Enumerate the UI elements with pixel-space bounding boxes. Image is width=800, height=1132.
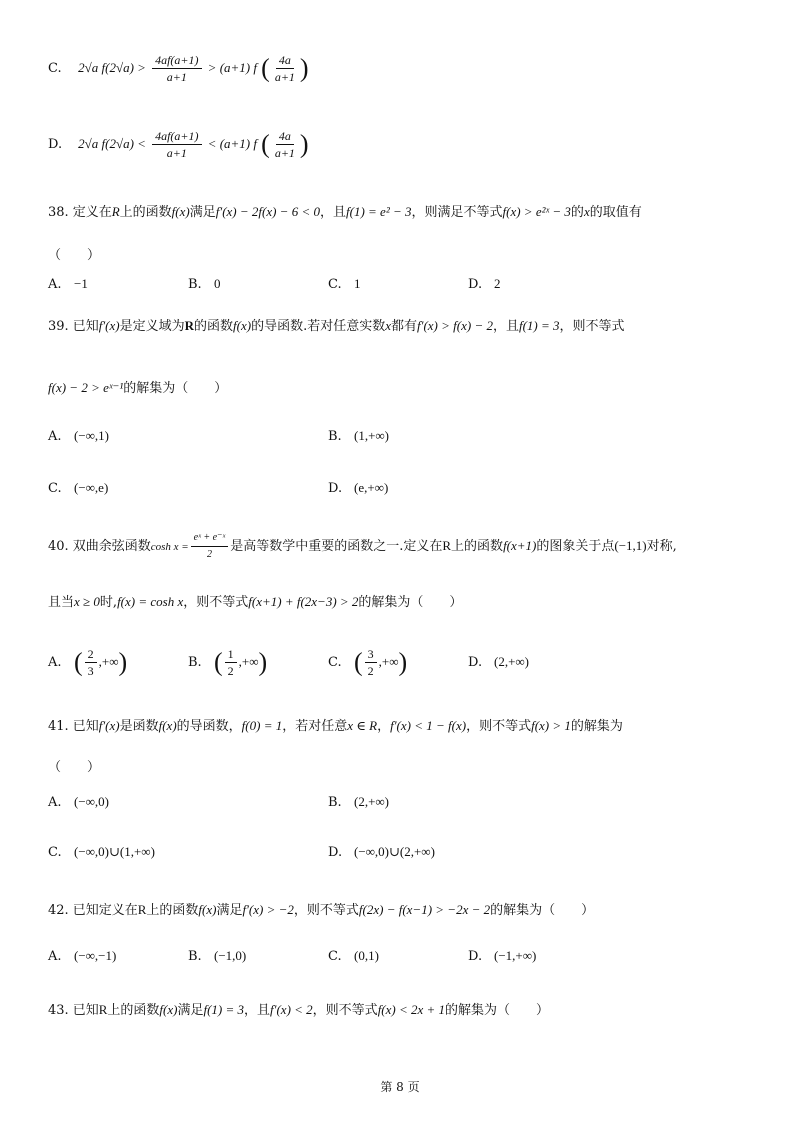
- option-label: B.: [188, 277, 202, 292]
- option-label: C.: [48, 845, 62, 860]
- stem-text: 是函数: [119, 719, 159, 734]
- math-fx1: f(x+1): [503, 538, 537, 553]
- q40-option-c[interactable]: C. ( $\frac{3}{2}$ ,+∞): [328, 647, 408, 678]
- question-number: 39.: [48, 319, 69, 334]
- math-fx: f(x): [158, 718, 177, 733]
- fraction-denominator: 2: [367, 664, 374, 678]
- stem-text: 的解集为（ ）: [123, 381, 228, 396]
- math-condition: x ≥ 0: [74, 594, 100, 609]
- q37-d-fraction: [152, 128, 201, 161]
- option-tail: ,+∞: [98, 654, 119, 669]
- stem-text: ，: [377, 719, 391, 734]
- q40-option-d[interactable]: [468, 652, 529, 673]
- q37-d-expr-b: < (a+1) f: [207, 136, 257, 151]
- stem-text: 都有: [390, 319, 417, 334]
- stem-text: 的取值有: [589, 205, 642, 220]
- math-inequality: f(2x) − f(x−1) > −2x − 2: [358, 902, 491, 917]
- q41-paren: （ ）: [48, 760, 101, 775]
- stem-text: ，若对任意: [282, 719, 348, 734]
- q37-c-inner-fraction: [272, 52, 298, 85]
- option-label: D.: [48, 137, 63, 152]
- fraction-numerator: 3: [365, 646, 377, 663]
- math-f1: f(1) = e² − 3: [346, 204, 412, 219]
- q38-paren: （ ）: [48, 248, 101, 263]
- option-value: (−∞,e): [74, 480, 109, 495]
- math-inequality: f(x+1) + f(2x−3) > 2: [248, 594, 359, 609]
- math-R: R: [111, 204, 120, 219]
- math-fprime: f′(x): [98, 718, 120, 733]
- q42-option-c[interactable]: [328, 946, 379, 967]
- stem-text: 的图象关于点: [536, 539, 615, 554]
- stem-text: ，则不等式: [183, 595, 249, 610]
- q39-option-d[interactable]: [328, 478, 388, 499]
- option-value: (0,1): [354, 948, 379, 963]
- fraction-numerator: 4a: [276, 52, 294, 69]
- q39-stem: [48, 316, 625, 337]
- question-number: 41.: [48, 719, 69, 734]
- stem-text: 是高等数学中重要的函数之一.定义在: [230, 539, 443, 554]
- stem-text: 的导函数，: [176, 719, 242, 734]
- math-x: x: [385, 318, 391, 333]
- math-f1: f(1) = 3: [203, 1002, 244, 1017]
- math-R: R: [442, 538, 452, 553]
- option-tail: ,+∞: [238, 654, 259, 669]
- option-label: B.: [328, 429, 342, 444]
- stem-text: 已知: [72, 719, 99, 734]
- option-value: (−∞,−1): [74, 948, 117, 963]
- math-fx: f(x): [171, 204, 190, 219]
- option-label: C.: [48, 61, 62, 76]
- q42-option-d[interactable]: [468, 946, 536, 967]
- option-tail: ,+∞: [378, 654, 399, 669]
- page-footer: 第 8 页: [380, 1080, 420, 1094]
- stem-text: 满足: [189, 205, 216, 220]
- option-value: (2,+∞): [354, 794, 390, 809]
- question-number: 42.: [48, 903, 69, 918]
- option-value: 2: [494, 276, 501, 291]
- q41-option-a[interactable]: [48, 792, 109, 813]
- option-label: B.: [328, 795, 342, 810]
- option-label: D.: [468, 277, 483, 292]
- math-f0: f(0) = 1: [241, 718, 283, 733]
- stem-text: 满足: [216, 903, 243, 918]
- q40-stem: [48, 530, 677, 563]
- option-label: C.: [328, 655, 342, 670]
- option-fraction: [85, 646, 97, 679]
- q38-stem: [48, 202, 642, 223]
- fraction-numerator: eˣ + e⁻ˣ: [191, 530, 229, 547]
- q38-option-d[interactable]: [468, 274, 501, 295]
- option-label: A.: [48, 949, 62, 964]
- stem-text: 的: [570, 205, 584, 220]
- fraction-numerator: 1: [225, 646, 237, 663]
- math-fx: f(x): [198, 902, 217, 917]
- option-label: D.: [328, 481, 343, 496]
- stem-text: 的导函数.若对任意实数: [251, 319, 386, 334]
- option-value: 0: [214, 276, 221, 291]
- stem-text: 上的函数: [451, 539, 504, 554]
- question-number: 38.: [48, 205, 69, 220]
- option-label: D.: [468, 655, 483, 670]
- option-value: (2,+∞): [494, 654, 530, 669]
- q43-stem: [48, 1000, 549, 1021]
- stem-text: 已知定义在: [72, 903, 138, 918]
- fraction-denominator: a+1: [166, 146, 187, 160]
- q42-option-b[interactable]: [188, 946, 246, 967]
- math-definition: f(x) = cosh x: [117, 594, 184, 609]
- math-condition: f′(x) < 2: [270, 1002, 313, 1017]
- fraction-denominator: 2: [227, 664, 234, 678]
- stem-text: 上的函数: [107, 1003, 160, 1018]
- stem-text: 上的函数: [146, 903, 199, 918]
- math-condition: f′(x) < 1 − f(x): [390, 718, 467, 733]
- q39-option-a[interactable]: [48, 426, 109, 447]
- q42-stem: [48, 900, 594, 921]
- q37-option-d: D. 2√a f(2√a) < $\frac{4af(a+1)}{a+1}$ < (a+1) f ( $\frac{4a}{a+1}$ ): [48, 129, 309, 160]
- stem-text: ，则不等式: [312, 1003, 378, 1018]
- math-fx: f(x): [159, 1002, 178, 1017]
- stem-text: 的函数: [194, 319, 234, 334]
- math-inequality: f(x) > e²ˣ − 3: [502, 204, 571, 219]
- option-label: C.: [328, 277, 342, 292]
- option-value: (−∞,0): [74, 794, 110, 809]
- option-fraction: [225, 646, 237, 679]
- option-label: D.: [328, 845, 343, 860]
- stem-text: ，则不等式: [466, 719, 532, 734]
- option-value: (−1,+∞): [494, 948, 537, 963]
- q39-stem-cont: [48, 378, 227, 399]
- fraction-numerator: 4af(a+1): [152, 128, 201, 145]
- math-fx: f(x): [233, 318, 252, 333]
- q40-option-a[interactable]: A. ( $\frac{2}{3}$ ,+∞): [48, 647, 128, 678]
- math-f1: f(1) = 3: [518, 318, 560, 333]
- math-R: R: [184, 318, 194, 333]
- option-label: A.: [48, 655, 62, 670]
- option-label: A.: [48, 795, 62, 810]
- math-R: R: [98, 1002, 108, 1017]
- option-label: A.: [48, 277, 62, 292]
- q41-stem: [48, 716, 623, 737]
- option-value: (e,+∞): [354, 480, 389, 495]
- option-value: (1,+∞): [354, 428, 390, 443]
- option-value: (−∞,0)∪(2,+∞): [354, 844, 435, 859]
- stem-text: 的解集为（ ）: [445, 1003, 550, 1018]
- option-value: (−∞,0)∪(1,+∞): [74, 844, 155, 859]
- math-cosh-fraction: [191, 530, 229, 563]
- option-value: 1: [354, 276, 361, 291]
- stem-text: 已知: [72, 1003, 99, 1018]
- fraction-numerator: 4af(a+1): [152, 52, 201, 69]
- math-condition: f′(x) > f(x) − 2: [417, 318, 493, 333]
- q37-c-fraction: [152, 52, 201, 85]
- q40-option-b[interactable]: B. ( $\frac{1}{2}$ ,+∞): [188, 647, 268, 678]
- fraction-denominator: 2: [206, 549, 212, 560]
- stem-text: 对称,: [646, 539, 677, 554]
- option-value: (−1,0): [214, 948, 247, 963]
- q38-option-c[interactable]: [328, 274, 361, 295]
- math-condition: f′(x) − 2f(x) − 6 < 0: [215, 204, 320, 219]
- option-label: C.: [328, 949, 342, 964]
- stem-text: 已知: [72, 319, 99, 334]
- fraction-denominator: a+1: [274, 146, 295, 160]
- stem-text: 的解集为（ ）: [358, 595, 463, 610]
- option-label: A.: [48, 429, 62, 444]
- stem-text: ，则不等式: [293, 903, 359, 918]
- math-R: R: [137, 902, 147, 917]
- stem-text: 的解集为（ ）: [490, 903, 595, 918]
- stem-text: 上的函数: [119, 205, 172, 220]
- stem-text: 满足: [177, 1003, 204, 1018]
- stem-text: 是定义域为: [119, 319, 185, 334]
- fraction-numerator: 2: [85, 646, 97, 663]
- stem-text: ，且: [244, 1003, 271, 1018]
- q37-c-expr-b: > (a+1) f: [207, 60, 257, 75]
- math-cosh: cosh x =: [150, 541, 189, 553]
- q37-option-c: C. 2√a f(2√a) > $\frac{4af(a+1)}{a+1}$ > (a+1) f ( $\frac{4a}{a+1}$ ): [48, 53, 309, 84]
- fraction-denominator: 3: [87, 664, 94, 678]
- stem-text: 且当: [48, 595, 75, 610]
- option-label: C.: [48, 481, 62, 496]
- q37-d-inner-fraction: [272, 128, 298, 161]
- q37-c-expr-a: 2√a f(2√a) >: [78, 60, 146, 75]
- stem-text: ，则满足不等式: [411, 205, 503, 220]
- option-label: B.: [188, 655, 202, 670]
- math-inequality: f(x) < 2x + 1: [377, 1002, 446, 1017]
- fraction-denominator: a+1: [274, 70, 295, 84]
- math-inequality: f(x) > 1: [531, 718, 571, 733]
- option-value: (−∞,1): [74, 428, 110, 443]
- q41-option-d[interactable]: [328, 842, 435, 863]
- q37-d-expr-a: 2√a f(2√a) <: [78, 136, 146, 151]
- question-number: 43.: [48, 1003, 69, 1018]
- math-x-in-R: x ∈ R: [347, 718, 378, 733]
- q40-stem-cont: [48, 592, 462, 613]
- stem-text: ，且: [319, 205, 346, 220]
- q38-option-b[interactable]: [188, 274, 221, 295]
- math-condition: f′(x) > −2: [242, 902, 294, 917]
- fraction-denominator: a+1: [166, 70, 187, 84]
- option-value: −1: [74, 276, 88, 291]
- stem-text: 定义在: [72, 205, 112, 220]
- stem-text: ，则不等式: [559, 319, 625, 334]
- option-label: D.: [468, 949, 483, 964]
- q39-option-b[interactable]: [328, 426, 389, 447]
- q42-option-a[interactable]: [48, 946, 116, 967]
- math-inequality: f(x) − 2 > eˣ⁻¹: [48, 380, 124, 395]
- q39-option-c[interactable]: [48, 478, 108, 499]
- option-label: B.: [188, 949, 202, 964]
- q38-option-a[interactable]: [48, 274, 88, 295]
- stem-text: 时,: [99, 595, 118, 610]
- q41-option-b[interactable]: [328, 792, 389, 813]
- q41-option-c[interactable]: [48, 842, 155, 863]
- option-fraction: [365, 646, 377, 679]
- stem-text: 双曲余弦函数: [72, 539, 151, 554]
- stem-text: ，且: [492, 319, 519, 334]
- math-fprime: f′(x): [98, 318, 120, 333]
- math-x: x: [583, 204, 590, 219]
- question-number: 40.: [48, 539, 69, 554]
- math-point: (−1,1): [614, 538, 647, 553]
- stem-text: 的解集为: [570, 719, 623, 734]
- fraction-numerator: 4a: [276, 128, 294, 145]
